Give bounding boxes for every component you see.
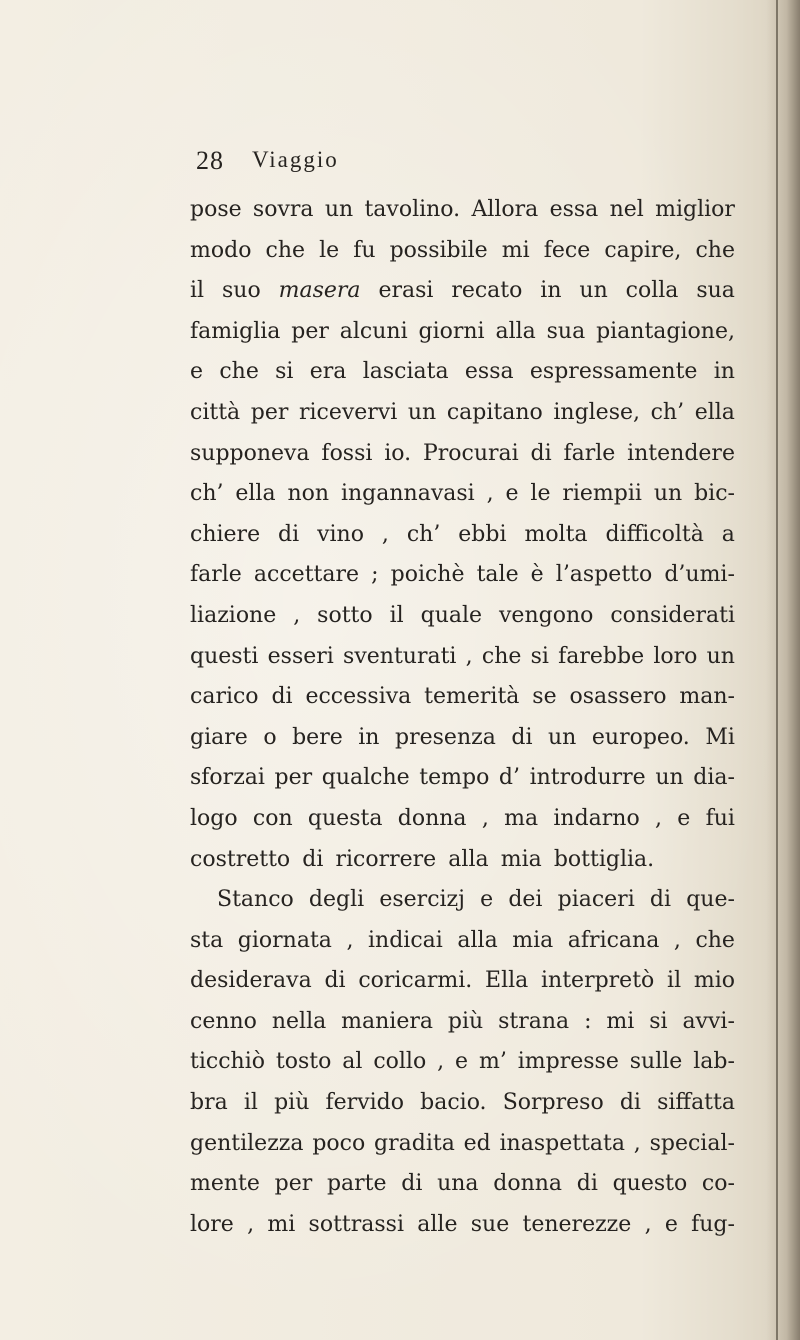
- text-line: [190, 1205, 735, 1246]
- word: liazione: [190, 602, 277, 628]
- word: più: [447, 1008, 484, 1034]
- text-line: [190, 718, 735, 759]
- word: si: [530, 643, 549, 669]
- word: special-: [649, 1130, 735, 1156]
- word: accettare: [253, 562, 360, 588]
- word: espressamente: [529, 359, 698, 385]
- word: non: [287, 481, 330, 507]
- word: si: [275, 359, 294, 385]
- word: europeo.: [591, 724, 690, 750]
- word: impresse: [517, 1049, 619, 1075]
- word: che: [265, 237, 306, 263]
- word: ch’: [650, 399, 685, 425]
- word: un: [653, 481, 683, 507]
- word: giornata: [237, 927, 332, 953]
- text-line: [190, 515, 735, 556]
- word: suo: [221, 278, 261, 304]
- word: poichè: [390, 562, 465, 588]
- word: bic-: [694, 481, 735, 507]
- word: farle: [563, 440, 616, 466]
- word: d’: [498, 765, 520, 791]
- word: Mi: [705, 724, 735, 750]
- word: tempo: [419, 765, 490, 791]
- word: dia-: [693, 765, 735, 791]
- word: esercizj: [379, 887, 465, 913]
- word: tale: [476, 562, 519, 588]
- word: strana: [498, 1008, 570, 1034]
- word: dei: [508, 887, 543, 913]
- word: che: [695, 927, 735, 953]
- word: il: [667, 968, 682, 994]
- word: modo: [190, 237, 252, 263]
- word: lab-: [693, 1049, 735, 1075]
- word: degli: [308, 887, 365, 913]
- word: nella: [271, 1008, 327, 1034]
- word: piantagione,: [596, 318, 735, 344]
- word: alcuni: [339, 318, 408, 344]
- word: mia: [512, 927, 554, 953]
- word: sottrassi: [308, 1211, 404, 1237]
- word: ,: [247, 1211, 255, 1237]
- word: un: [706, 643, 735, 669]
- word: ed: [463, 1130, 491, 1156]
- word: vengono: [499, 602, 594, 628]
- word: il: [389, 602, 404, 628]
- word: sulle: [629, 1049, 683, 1075]
- word: fossi: [321, 440, 373, 466]
- word: africana: [567, 927, 660, 953]
- word: loro: [653, 643, 698, 669]
- word: miglior: [655, 197, 735, 222]
- word: un: [655, 765, 684, 791]
- word: ricevervi: [298, 399, 398, 425]
- word: era: [309, 359, 347, 385]
- word: Allora: [471, 197, 539, 222]
- word: co-: [701, 1171, 735, 1197]
- word: città: [190, 399, 241, 425]
- word: o: [263, 724, 277, 750]
- word: molta: [524, 521, 588, 547]
- word: sotto: [317, 602, 373, 628]
- word: tavolino.: [364, 197, 461, 222]
- page-edge-line: [776, 0, 778, 1340]
- word: in: [713, 359, 735, 385]
- word: Procurai: [422, 440, 519, 466]
- word: farebbe: [558, 643, 645, 669]
- word: nel: [609, 197, 644, 222]
- word: mi: [501, 237, 530, 263]
- word: esseri: [267, 643, 334, 669]
- word: e: [677, 805, 691, 831]
- text-line: [190, 190, 735, 231]
- word: è: [530, 562, 544, 588]
- word: mi: [267, 1211, 296, 1237]
- text-line: [190, 1164, 735, 1205]
- word: e: [190, 359, 204, 385]
- word: sovra: [252, 197, 314, 222]
- word: una: [437, 1171, 479, 1197]
- word: ,: [293, 602, 301, 628]
- word: a: [721, 521, 735, 547]
- word: presenza: [395, 724, 496, 750]
- word: le: [319, 237, 340, 263]
- word: logo: [190, 805, 238, 831]
- word: osassero: [569, 684, 667, 710]
- word: interpretò: [541, 968, 655, 994]
- word: ,: [381, 521, 389, 547]
- text-line: [190, 1124, 735, 1165]
- word: sforzai: [190, 765, 265, 791]
- word: al: [342, 1049, 363, 1075]
- word: fervido: [325, 1090, 404, 1116]
- word: ch’: [406, 521, 441, 547]
- text-line: [190, 474, 735, 515]
- word: essa: [549, 197, 599, 222]
- word: indicai: [368, 927, 443, 953]
- word: un: [579, 278, 608, 304]
- word: alla: [448, 846, 489, 872]
- word: collo: [373, 1049, 427, 1075]
- word: ,: [673, 927, 681, 953]
- word: tenerezze: [522, 1211, 632, 1237]
- word: di: [278, 521, 300, 547]
- word: che: [481, 643, 522, 669]
- word: giorni: [418, 318, 485, 344]
- word: que-: [686, 887, 735, 913]
- word: più: [274, 1090, 310, 1116]
- word: ,: [654, 805, 662, 831]
- word: ticchiò: [190, 1049, 265, 1075]
- word: un: [407, 399, 437, 425]
- word: essa: [464, 359, 514, 385]
- word: d’umi-: [664, 562, 735, 588]
- word: di: [401, 1171, 423, 1197]
- word: qualche: [321, 765, 410, 791]
- word: :: [584, 1008, 592, 1034]
- word: costretto: [190, 846, 291, 872]
- word: ,: [437, 1049, 445, 1075]
- text-line: [190, 596, 735, 637]
- text-line: [190, 1002, 735, 1043]
- word: temerità: [424, 684, 520, 710]
- word: alla: [495, 318, 536, 344]
- word: Stanco: [217, 887, 294, 913]
- word: di: [271, 684, 293, 710]
- word: ,: [633, 1130, 641, 1156]
- word: siffatta: [657, 1090, 735, 1116]
- word: ,: [346, 927, 354, 953]
- text-line: [190, 677, 735, 718]
- word: ricorrere: [335, 846, 437, 872]
- word: indarno: [553, 805, 640, 831]
- word: cenno: [190, 1008, 257, 1034]
- word: quale: [420, 602, 483, 628]
- word: di: [576, 1171, 598, 1197]
- word: fece: [543, 237, 591, 263]
- word: inaspettata: [499, 1130, 625, 1156]
- word: sua: [546, 318, 586, 344]
- word: ,: [465, 643, 473, 669]
- word: per: [274, 765, 313, 791]
- word: con: [252, 805, 293, 831]
- word: donna: [397, 805, 467, 831]
- word: desiderava: [190, 968, 312, 994]
- word: si: [649, 1008, 668, 1034]
- word: giare: [190, 724, 248, 750]
- body-text: [190, 190, 735, 1245]
- word: di: [619, 1090, 641, 1116]
- word: che: [695, 237, 735, 263]
- word: parte: [326, 1171, 387, 1197]
- text-line: [190, 880, 735, 921]
- word: capire,: [604, 237, 682, 263]
- word: ,: [644, 1211, 652, 1237]
- word: questa: [307, 805, 383, 831]
- text-line: [190, 799, 735, 840]
- word: in: [540, 278, 562, 304]
- word: bottiglia.: [553, 846, 655, 872]
- text-line: [190, 231, 735, 272]
- word: di: [302, 846, 324, 872]
- word: riempii: [562, 481, 642, 507]
- word: introdurre: [529, 765, 646, 791]
- text-line: [190, 961, 735, 1002]
- word: carico: [190, 684, 259, 710]
- word: ebbi: [458, 521, 507, 547]
- word: tosto: [275, 1049, 332, 1075]
- word: pose: [190, 197, 242, 222]
- word: recato: [451, 278, 523, 304]
- word: ;: [371, 562, 379, 588]
- word: famiglia: [190, 318, 281, 344]
- word: che: [219, 359, 259, 385]
- word: lore: [190, 1211, 234, 1237]
- word: in: [358, 724, 380, 750]
- word: le: [530, 481, 551, 507]
- word: coricarmi.: [358, 968, 473, 994]
- text-line: [190, 434, 735, 475]
- word: di: [324, 968, 346, 994]
- word: fu: [353, 237, 376, 263]
- word: sue: [470, 1211, 510, 1237]
- word: e: [664, 1211, 678, 1237]
- word: Sorpreso: [502, 1090, 604, 1116]
- word: gradita: [374, 1130, 455, 1156]
- word: e: [455, 1049, 469, 1075]
- word: l’aspetto: [555, 562, 653, 588]
- word: bra: [190, 1090, 228, 1116]
- word: io.: [384, 440, 412, 466]
- word: gentilezza: [190, 1130, 304, 1156]
- word: mente: [190, 1171, 260, 1197]
- word: masera: [278, 278, 361, 304]
- word: per: [250, 399, 289, 425]
- running-head: [196, 146, 596, 186]
- word: inglese,: [553, 399, 641, 425]
- word: di: [530, 440, 552, 466]
- word: capitano: [446, 399, 543, 425]
- text-line: [190, 555, 735, 596]
- word: questi: [190, 643, 259, 669]
- word: ella: [235, 481, 276, 507]
- text-line: [190, 1083, 735, 1124]
- word: ingannavasi: [340, 481, 475, 507]
- text-line: [190, 758, 735, 799]
- text-line: [190, 840, 735, 881]
- word: il: [243, 1090, 258, 1116]
- word: bacio.: [420, 1090, 487, 1116]
- word: intendere: [627, 440, 735, 466]
- word: supponeva: [190, 440, 310, 466]
- word: alle: [417, 1211, 458, 1237]
- word: di: [511, 724, 533, 750]
- word: considerati: [610, 602, 735, 628]
- word: erasi: [378, 278, 434, 304]
- text-line: [190, 271, 735, 312]
- word: di: [649, 887, 672, 913]
- word: per: [274, 1171, 313, 1197]
- word: se: [532, 684, 557, 710]
- word: ,: [481, 805, 489, 831]
- word: e: [480, 887, 494, 913]
- word: colla: [625, 278, 679, 304]
- word: sta: [190, 927, 224, 953]
- page-edge-shadow: [766, 0, 800, 1340]
- word: eccessiva: [305, 684, 412, 710]
- word: e: [505, 481, 519, 507]
- text-line: [190, 637, 735, 678]
- word: il: [190, 278, 205, 304]
- word: ella: [694, 399, 735, 425]
- word: bere: [292, 724, 343, 750]
- word: fug-: [691, 1211, 735, 1237]
- word: farle: [190, 562, 242, 588]
- text-line: [190, 1042, 735, 1083]
- word: sventurati: [343, 643, 457, 669]
- word: difficoltà: [605, 521, 704, 547]
- word: donna: [493, 1171, 563, 1197]
- word: vino: [317, 521, 364, 547]
- word: sua: [696, 278, 735, 304]
- text-line: [190, 312, 735, 353]
- word: fui: [705, 805, 735, 831]
- word: mi: [606, 1008, 635, 1034]
- text-line: [190, 921, 735, 962]
- word: maniera: [341, 1008, 433, 1034]
- word: m’: [478, 1049, 507, 1075]
- word: possibile: [389, 237, 488, 263]
- word: alla: [457, 927, 498, 953]
- word: per: [291, 318, 329, 344]
- word: mio: [693, 968, 735, 994]
- word: lasciata: [362, 359, 449, 385]
- word: Ella: [485, 968, 529, 994]
- word: man-: [679, 684, 735, 710]
- word: poco: [312, 1130, 366, 1156]
- word: ,: [486, 481, 494, 507]
- running-title: Viaggio: [252, 147, 339, 172]
- word: ch’: [190, 481, 224, 507]
- word: un: [548, 724, 577, 750]
- text-line: [190, 393, 735, 434]
- word: avvi-: [682, 1008, 735, 1034]
- word: mia: [500, 846, 542, 872]
- word: ma: [504, 805, 539, 831]
- word: questo: [612, 1171, 688, 1197]
- text-line: [190, 352, 735, 393]
- word: chiere: [190, 521, 261, 547]
- word: piaceri: [557, 887, 635, 913]
- word: un: [324, 197, 354, 222]
- page-number: 28: [196, 146, 224, 175]
